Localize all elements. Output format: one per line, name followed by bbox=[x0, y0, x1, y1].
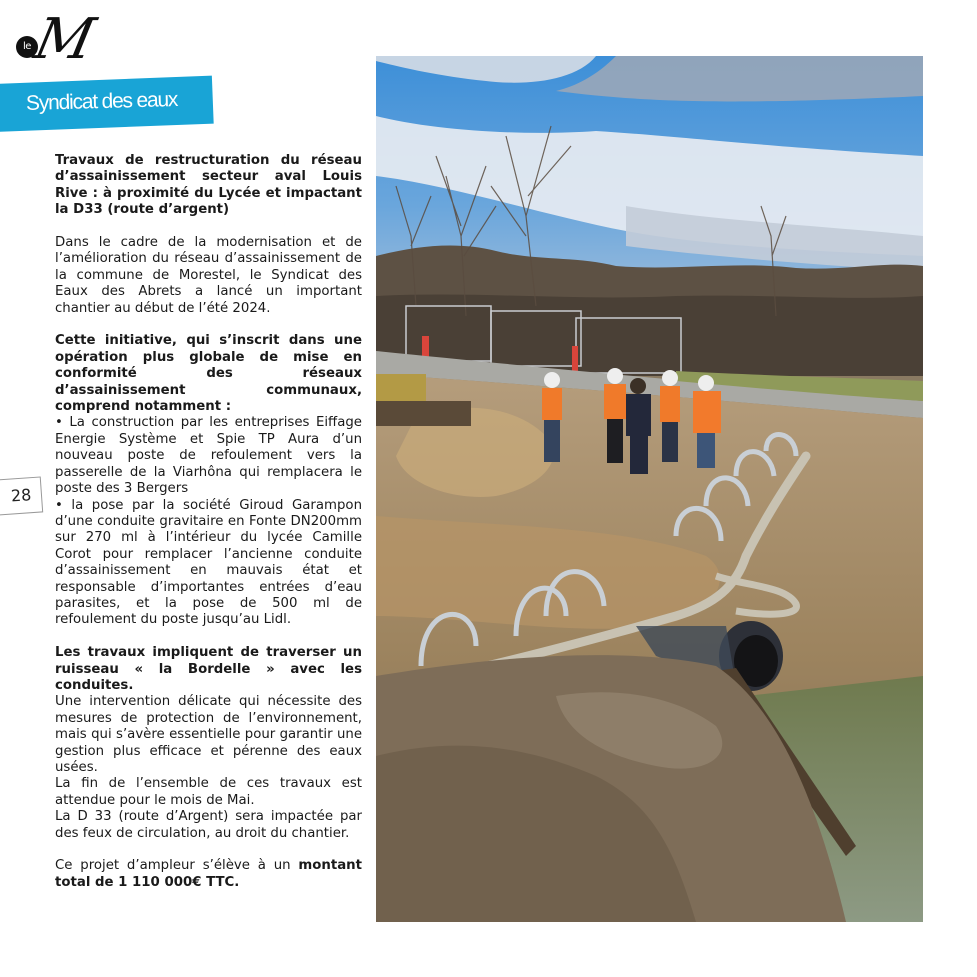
cost-text: Ce projet d’ampleur s’élève à un bbox=[55, 858, 299, 874]
machinery bbox=[376, 374, 426, 404]
section-title: Syndicat des eaux bbox=[25, 88, 178, 115]
works-heading: Les travaux impliquent de traverser un ruisseau « la Bordelle » avec les conduites. bbox=[55, 645, 362, 693]
article-column bbox=[55, 153, 362, 891]
works-paragraph: La D 33 (route d’Argent) sera impactée par des feux de circulation, au droit du chantier. bbox=[55, 809, 362, 841]
bullet-item: • La construction par les entreprises Eiffage Energie Système et Spie TP Aura d’un nouveau poste de refoulement vers la passerelle de la Viarhôna qui remplacera le poste des 3 Bergers bbox=[55, 415, 362, 497]
article-intro: Dans le cadre de la modernisation et de l’amélioration du réseau d’assainissement de la commune de Morestel, le Syndicat des Eaux des Abrets a lancé un important chantier au début de l’été 2024. bbox=[55, 235, 362, 316]
page-number-box bbox=[0, 476, 43, 515]
initiative-heading: Cette initiative, qui s’inscrit dans une opération plus globale de mise en conformité des réseaux d’assainissement communaux, comprend notamment : bbox=[55, 333, 362, 415]
works-paragraph: Une intervention délicate qui nécessite des mesures de protection de l’environnement, mais qui s’avère essentielle pour garantir une gestion plus efficace et pérenne des eaux usées. bbox=[55, 694, 362, 775]
timber bbox=[376, 401, 471, 426]
magazine-logo bbox=[14, 7, 104, 74]
logo-small-text: le bbox=[23, 41, 31, 52]
works-paragraph: La fin de l’ensemble de ces travaux est attendue pour le mois de Mai. bbox=[55, 776, 362, 808]
cost-amount: montant total de 1 110 000€ TTC. bbox=[55, 858, 362, 890]
logo-big-letter: M bbox=[29, 7, 99, 72]
article-title: Travaux de restructuration du réseau d’assainissement secteur aval Louis Rive : à proximité du Lycée et impactant la D33 (route d’argent) bbox=[55, 153, 362, 218]
construction-photo bbox=[376, 56, 923, 922]
page-number: 28 bbox=[10, 485, 32, 506]
cloud bbox=[556, 56, 923, 101]
bullet-item: • la pose par la société Giroud Garampon d’une conduite gravitaire en Fonte DN200mm sur 270 ml à l’intérieur du lycée Camille Corot pour remplacer l’ancienne conduite d’assainissement en mauvais état et responsable d’importantes entrées d’eau parasites, et la pose de 500 ml de refoulement du poste jusqu’au Lidl. bbox=[55, 497, 362, 628]
cost-paragraph bbox=[55, 858, 362, 891]
photo-illustration bbox=[376, 56, 923, 922]
